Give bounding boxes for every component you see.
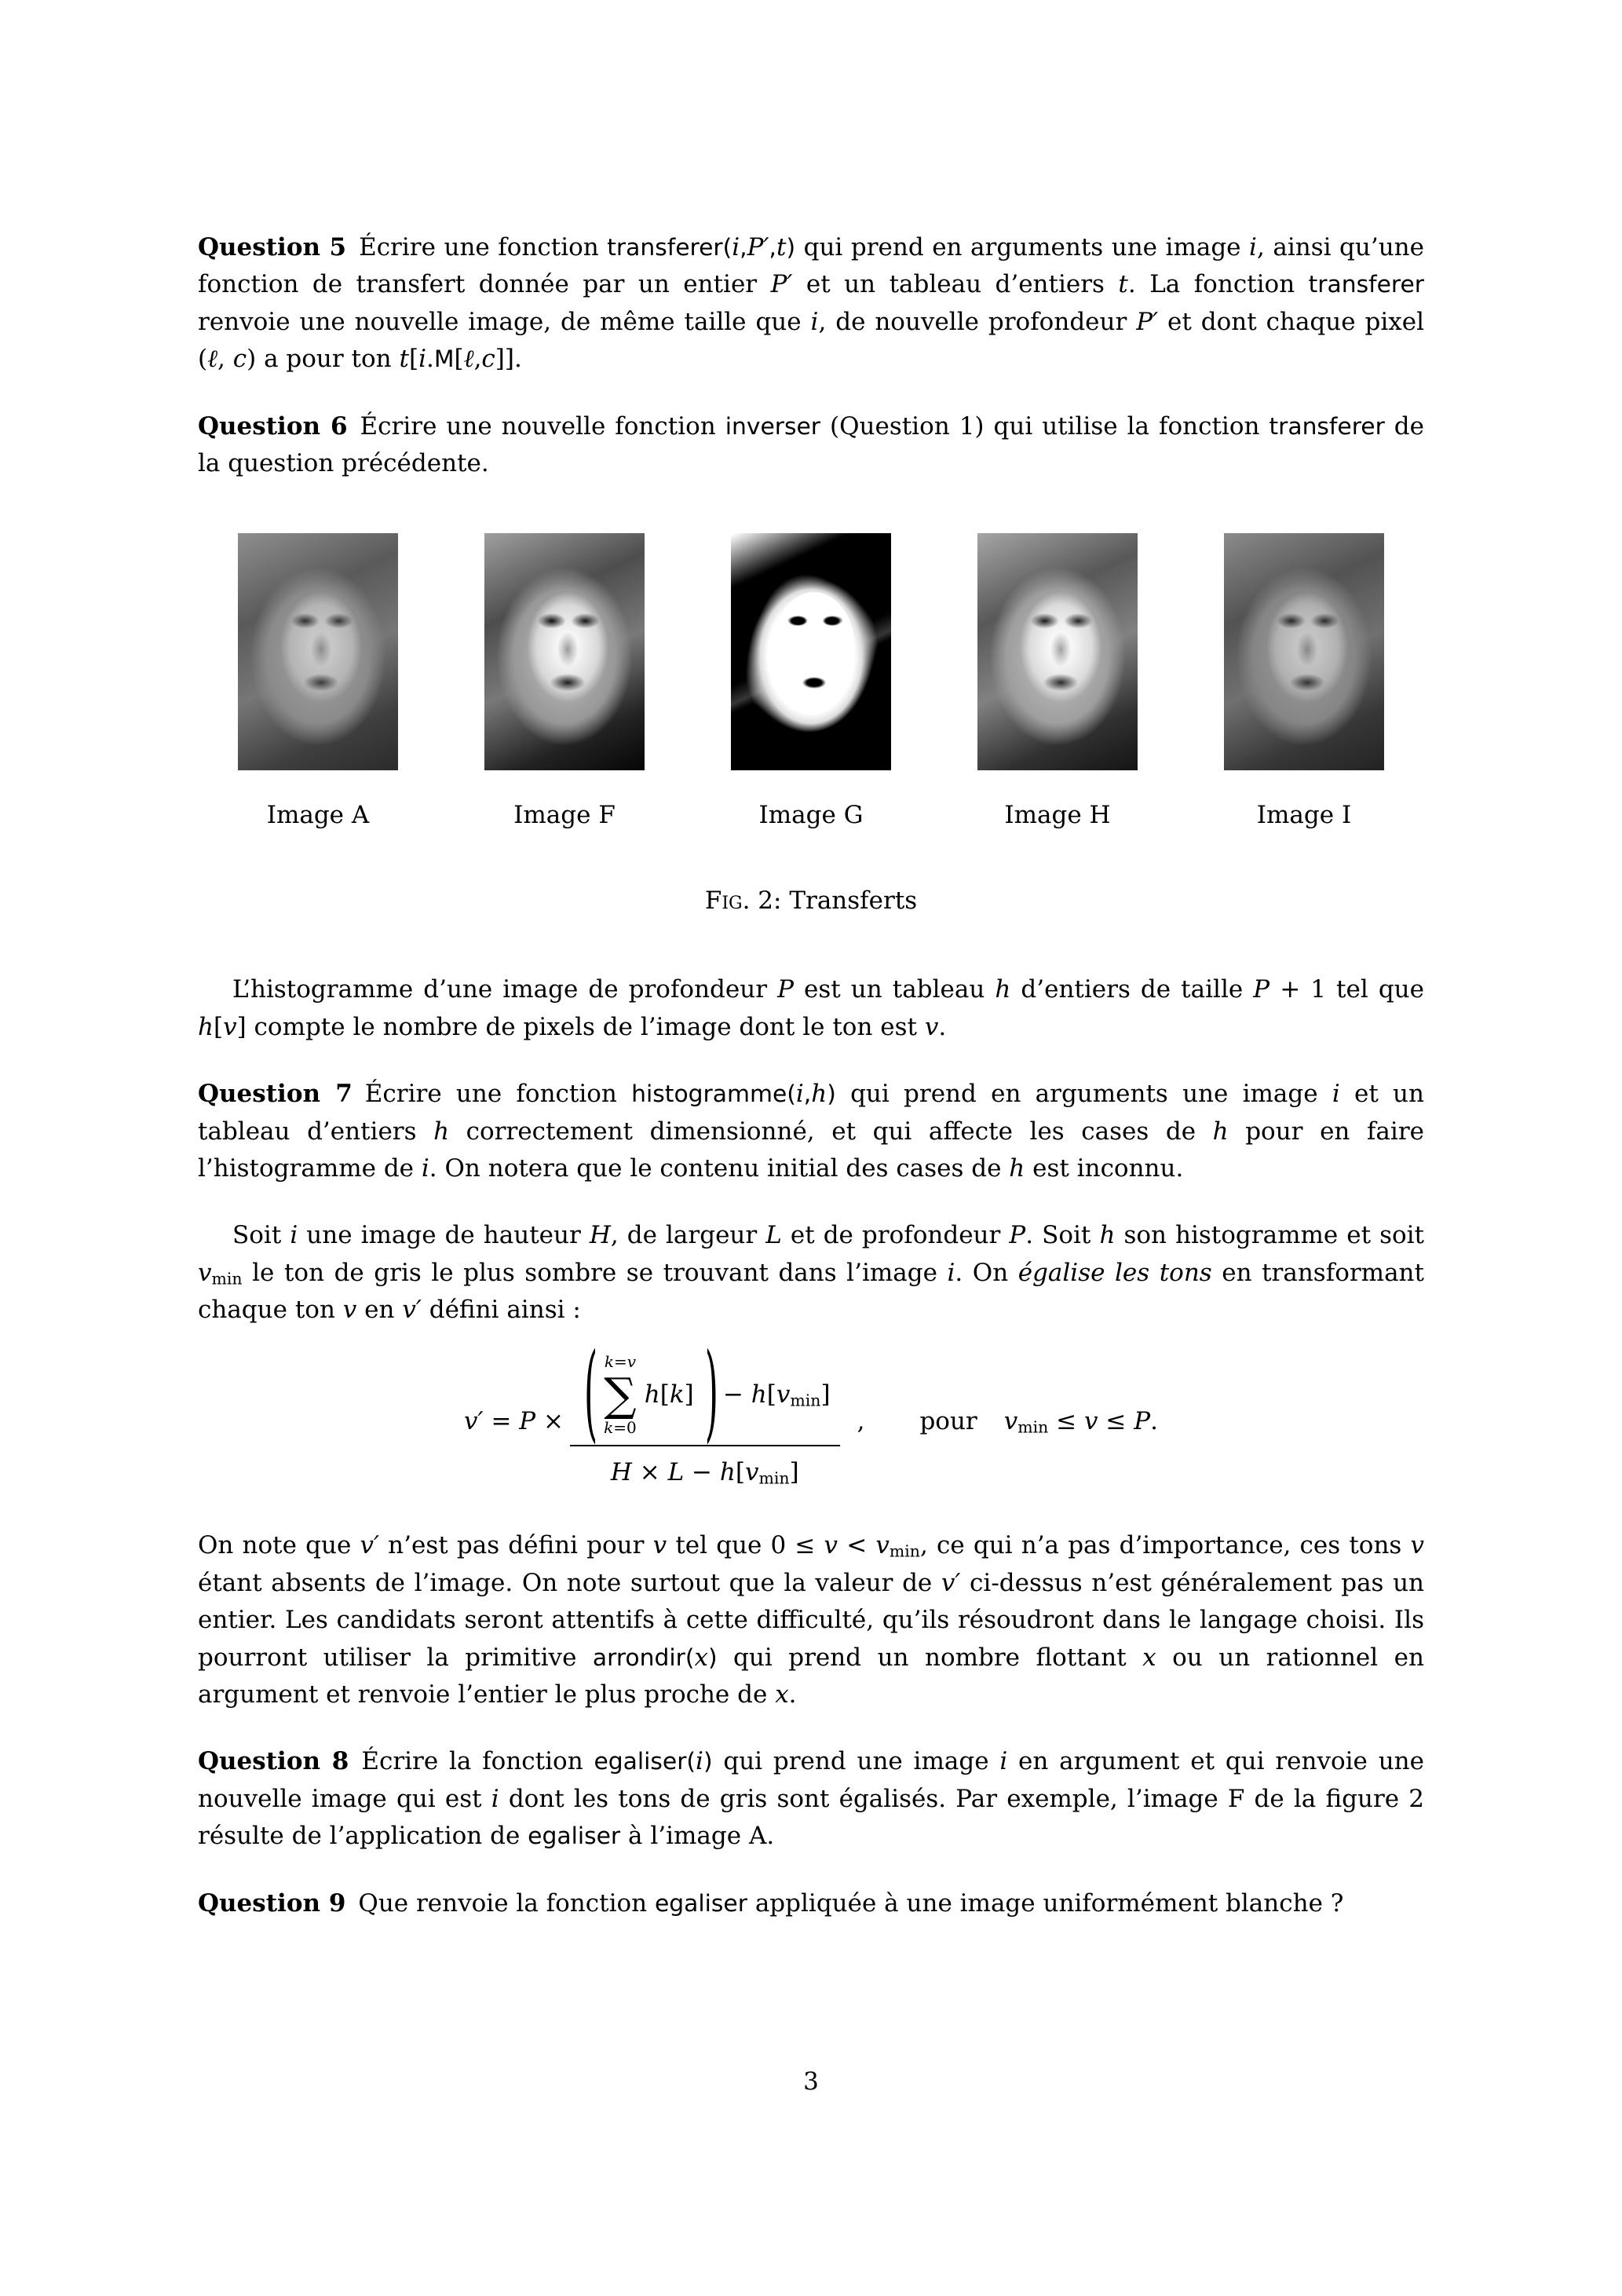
question-5-body: Écrire une fonction transferer(i,P′,t) qui prend en arguments une image i, ainsi qu’une fonction de transfert donnée par un entier P′ et un tableau d’entiers t. La fonction transferer renvoie une nouvelle image, de même taille que i, de nouvelle profondeur P′ et dont chaque pixel (ℓ, c) a pour ton t[i.M[ℓ,c]].	[198, 233, 1425, 374]
question-5-label: Question 5	[198, 233, 347, 261]
equation-pour: pour	[919, 1407, 977, 1436]
image-caption-f: Image F	[513, 800, 616, 829]
image-caption-a: Image A	[266, 800, 370, 829]
figure-caption	[198, 883, 1424, 919]
paragraph-histogram	[198, 971, 1424, 1046]
left-paren: (	[584, 1332, 598, 1455]
equation-egalisation	[198, 1332, 1424, 1492]
statue-image-f	[484, 533, 645, 770]
equation-numerator	[570, 1332, 840, 1455]
question-8-label: Question 8	[198, 1747, 349, 1776]
equation-condition: vmin ≤ v ≤ P.	[1003, 1407, 1158, 1437]
question-8-body: Écrire la fonction egaliser(i) qui prend une image i en argument et qui renvoie une nouvelle image qui est i dont les tons de gris sont égalisés. Par exemple, l’image F de la figure 2 résulte de l’application de egaliser à l’image A.	[198, 1747, 1425, 1851]
paragraph-note-body: On note que v′ n’est pas défini pour v tel que 0 ≤ v < vmin, ce qui n’a pas d’importance, ces tons v étant absents de l’image. On note surtout que la valeur de v′ ci-dessus n’est généralement pas un entier. Les candidats seront attentifs à cette difficulté, qu’ils résoudront dans le langage choisi. Ils pourront utiliser la primitive arrondir(x) qui prend un nombre flottant x ou un rationnel en argument et renvoie l’entier le plus proche de x.	[198, 1531, 1425, 1709]
equation-fraction	[570, 1332, 840, 1492]
statue-image-h	[977, 533, 1138, 770]
paragraph-soit-body: Soit i une image de hauteur H, de largeur L et de profondeur P. Soit h son histogramme et soit vmin le ton de gris le plus sombre se trouvant dans l’image i. On égalise les tons en transformant chaque ton v en v′ défini ainsi :	[198, 1221, 1425, 1325]
question-7	[198, 1076, 1424, 1187]
image-caption-h: Image H	[1004, 800, 1111, 829]
figure-image-row	[198, 533, 1424, 834]
sum-upper-limit: k=v	[604, 1351, 637, 1371]
figure-cell-h	[977, 533, 1138, 834]
sigma-symbol: ∑	[604, 1367, 637, 1421]
summation	[604, 1353, 637, 1437]
question-9-label: Question 9	[198, 1888, 346, 1918]
equation-comma: ,	[857, 1407, 865, 1436]
statue-image-i	[1224, 533, 1384, 770]
question-6	[198, 408, 1424, 483]
equation-lhs: v′ = P ×	[464, 1407, 564, 1436]
right-paren: )	[704, 1332, 718, 1455]
figure-cell-a	[238, 533, 398, 834]
sum-lower-limit: k=0	[604, 1417, 637, 1437]
statue-image-a	[238, 533, 398, 770]
question-9-body: Que renvoie la fonction egaliser appliquée à une image uniformément blanche ?	[358, 1888, 1344, 1918]
question-6-label: Question 6	[198, 411, 348, 441]
paragraph-note	[198, 1527, 1424, 1713]
image-caption-i: Image I	[1256, 800, 1352, 829]
question-5	[198, 229, 1424, 378]
figure-cell-i	[1224, 533, 1384, 834]
statue-image-g	[731, 533, 891, 770]
figure-cell-g	[731, 533, 891, 834]
image-caption-g: Image G	[758, 800, 864, 829]
question-9	[198, 1885, 1424, 1922]
equation-denominator: H × L − h[vmin]	[610, 1457, 799, 1488]
figure-caption-title: Transferts	[789, 886, 918, 915]
figure-caption-label: Fig. 2:	[704, 886, 782, 915]
paragraph-histogram-body: L’histogramme d’une image de profondeur P est un tableau h d’entiers de taille P + 1 tel que h[v] compte le nombre de pixels de l’image dont le ton est v.	[198, 975, 1424, 1041]
sum-argument: h[k]	[644, 1380, 694, 1409]
numerator-tail: − h[vmin]	[722, 1380, 831, 1410]
figure-2	[198, 533, 1424, 920]
page-content	[198, 229, 1424, 1952]
question-6-body: Écrire une nouvelle fonction inverser (Question 1) qui utilise la fonction transferer de la question précédente.	[198, 411, 1424, 478]
page-number: 3	[803, 2067, 819, 2096]
paragraph-soit	[198, 1217, 1424, 1329]
figure-cell-f	[484, 533, 645, 834]
question-7-body: Écrire une fonction histogramme(i,h) qui prend en arguments une image i et un tableau d’entiers h correctement dimensionné, et qui affecte les cases de h pour en faire l’histogramme de i. On notera que le contenu initial des cases de h est inconnu.	[198, 1080, 1424, 1183]
question-8	[198, 1743, 1424, 1855]
question-7-label: Question 7	[198, 1080, 353, 1109]
